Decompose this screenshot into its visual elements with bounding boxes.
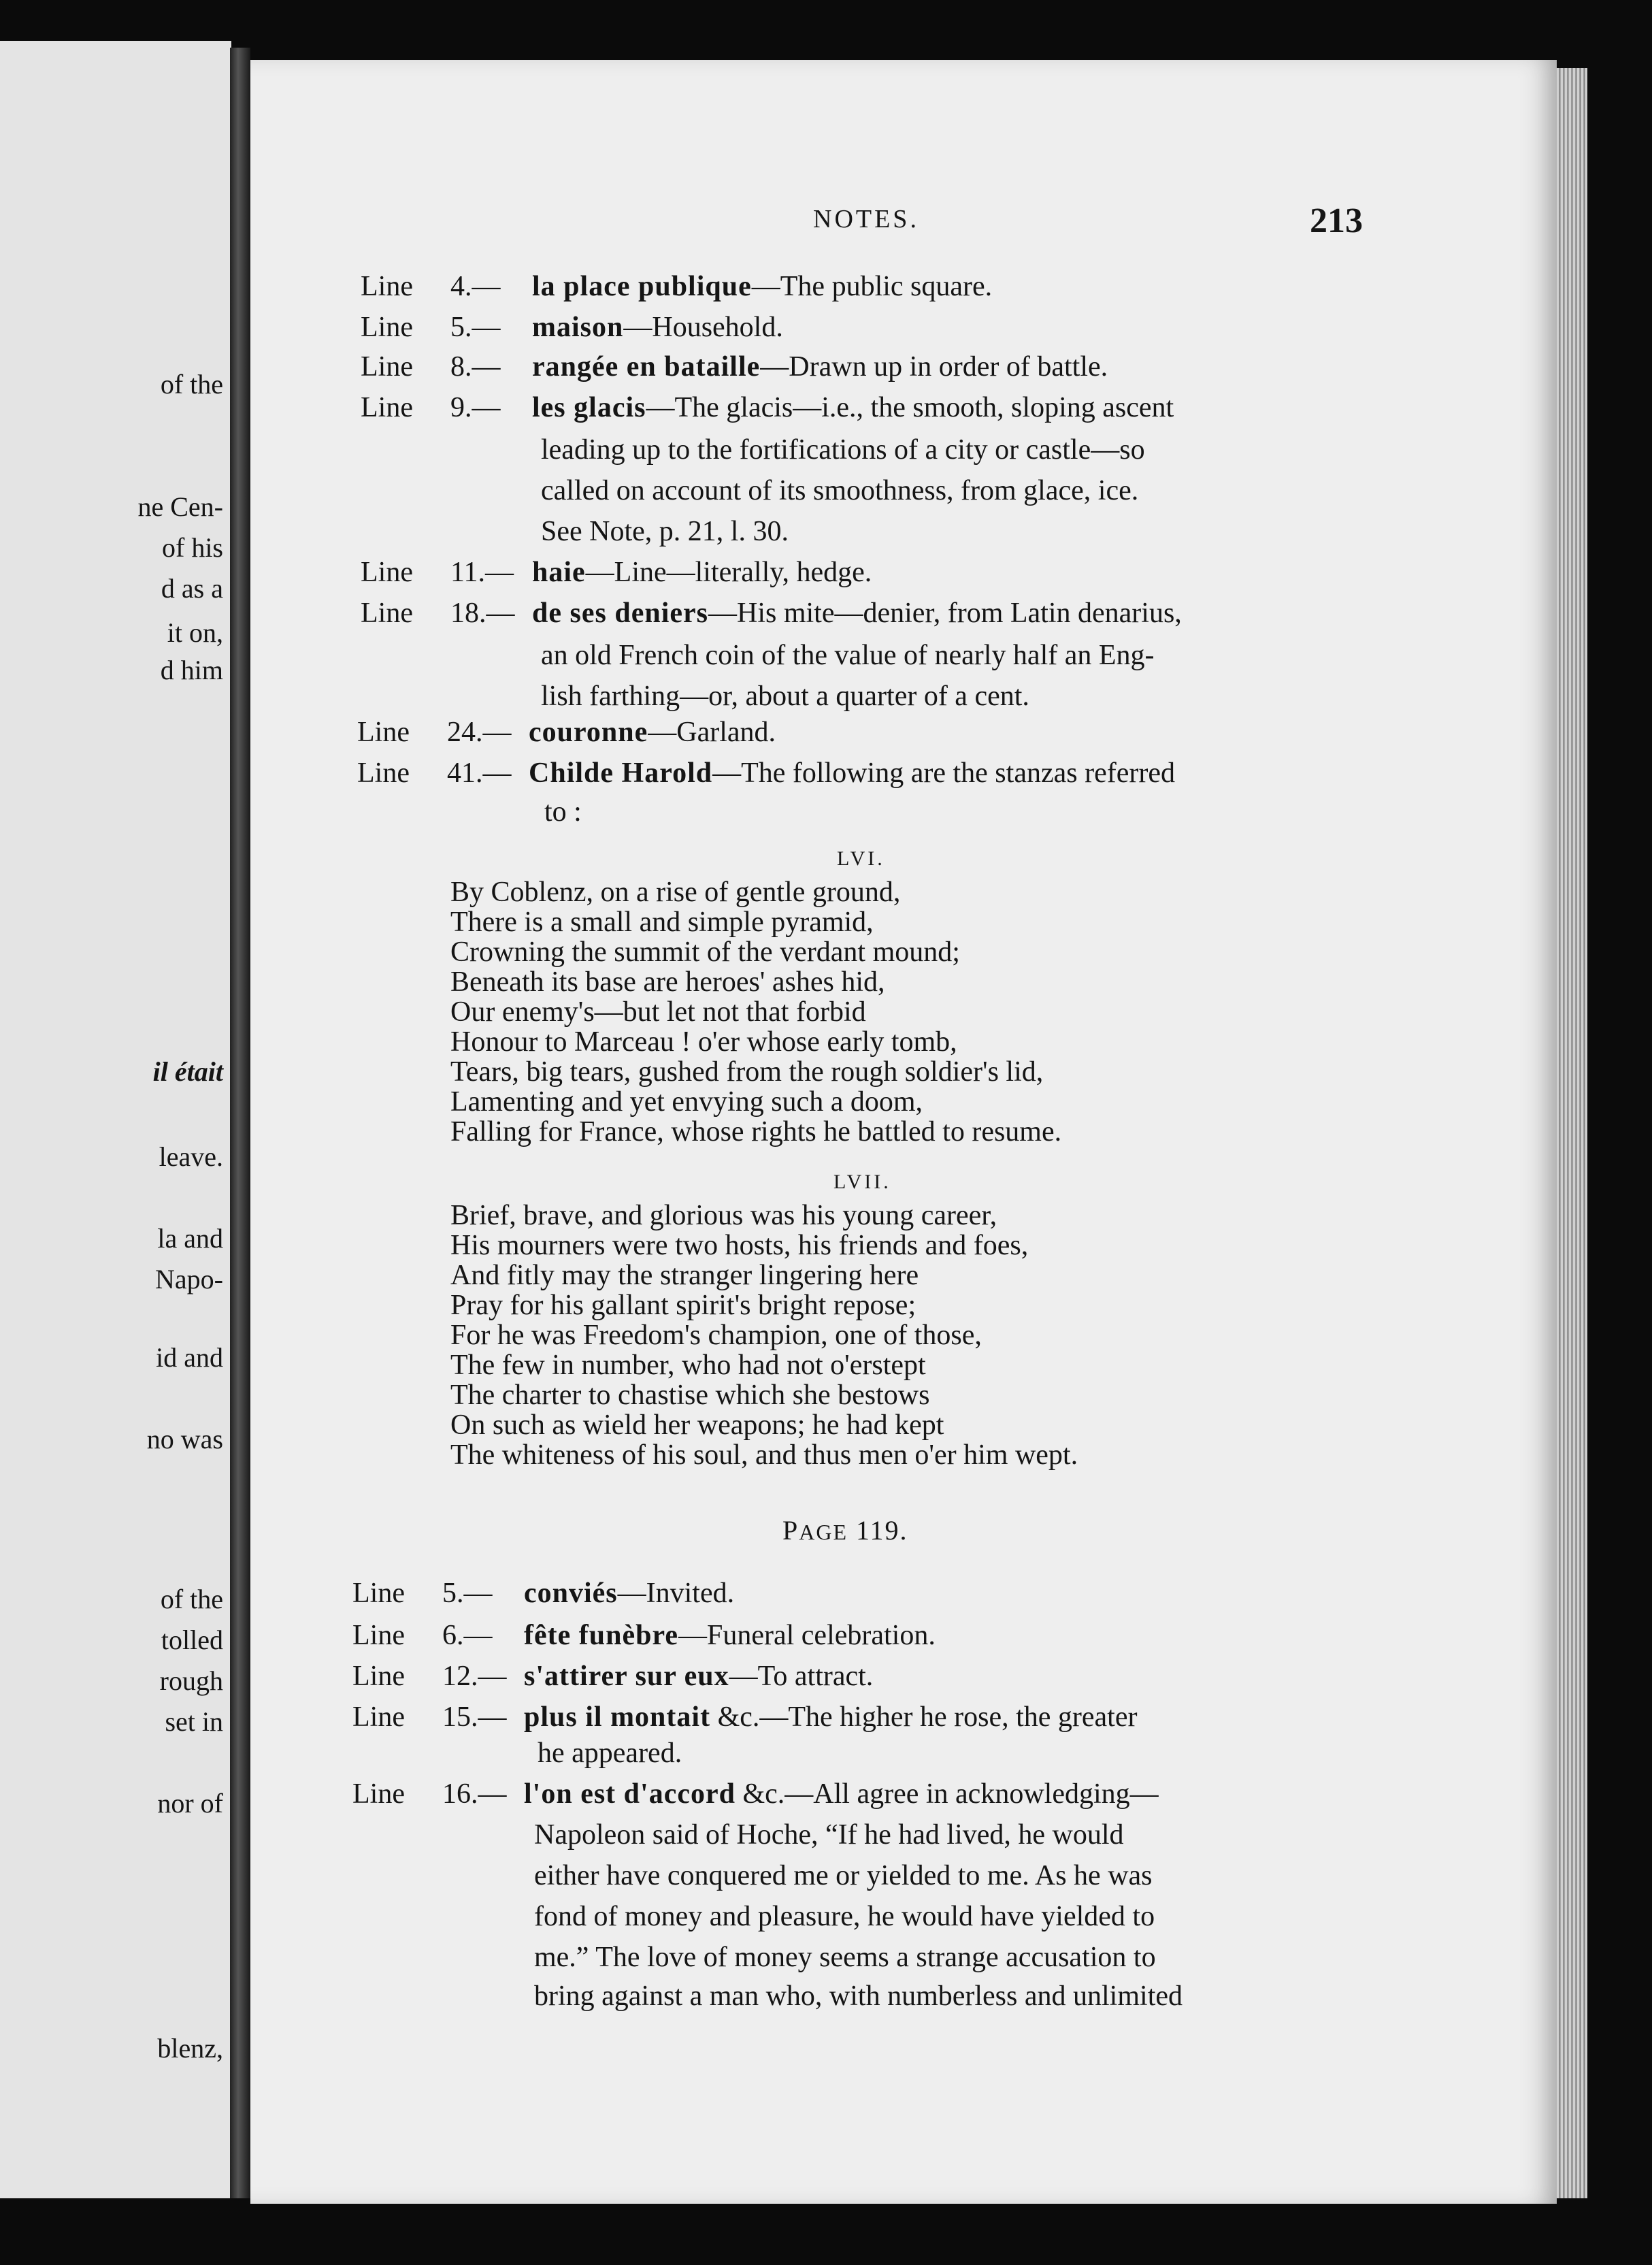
poem-line: His mourners were two hosts, his friends and foes, [450, 1230, 1029, 1261]
note-line-label: Line [361, 557, 413, 588]
note-term: de ses deniers [532, 598, 708, 629]
note-gloss: &c.—All agree in acknowledging— [735, 1778, 1159, 1810]
note-line-label: Line [352, 1701, 405, 1733]
note-gloss: —Funeral celebration. [678, 1620, 936, 1651]
note-line-label: Line [352, 1620, 405, 1651]
note-line-label: Line [357, 757, 410, 789]
left-facing-page [0, 41, 231, 2198]
section-heading-initial: P [782, 1515, 799, 1546]
poem-line: Lamenting and yet envying such a doom, [450, 1086, 923, 1118]
left-page-line: id and [156, 1342, 223, 1373]
page-edges [1557, 68, 1587, 2198]
note-continuation: he appeared. [538, 1738, 682, 1769]
note-line-number: 4.— [450, 271, 501, 302]
poem-line: Crowning the summit of the verdant mound; [450, 936, 960, 968]
poem-line: Our enemy's—but let not that forbid [450, 996, 866, 1028]
note-continuation: to : [544, 796, 582, 828]
note-continuation: See Note, p. 21, l. 30. [541, 516, 789, 547]
running-head: NOTES. [813, 205, 919, 233]
left-page-line: ne Cen- [137, 491, 223, 522]
note-gloss: —The glacis—i.e., the smooth, sloping ascent [646, 392, 1174, 423]
left-page-line: leave. [159, 1141, 223, 1172]
note-entry [352, 1621, 936, 1650]
note-entry [361, 393, 1174, 422]
left-page-line: tolled [161, 1625, 223, 1655]
note-term: couronne [529, 717, 648, 748]
note-line-label: Line [352, 1578, 405, 1609]
left-page-line: rough [159, 1665, 223, 1696]
poem-line: The charter to chastise which she bestows [450, 1380, 930, 1411]
poem-line: On such as wield her weapons; he had kept [450, 1409, 944, 1441]
note-line-label: Line [352, 1778, 405, 1810]
left-page-line: il était [152, 1056, 223, 1087]
note-line-number: 41.— [447, 757, 512, 789]
section-heading-rest: AGE [799, 1520, 848, 1544]
note-term: s'attirer sur eux [524, 1661, 729, 1692]
section-heading-number: 119. [848, 1515, 908, 1546]
poem-line: Beneath its base are heroes' ashes hid, [450, 966, 885, 998]
note-gloss: —To attract. [729, 1661, 874, 1692]
note-line-number: 8.— [450, 351, 501, 382]
left-page-line: it on, [167, 617, 223, 648]
left-page-line: la and [157, 1223, 223, 1254]
poem-line: There is a small and simple pyramid, [450, 907, 874, 938]
note-continuation: bring against a man who, with numberless and unlimited [534, 1981, 1183, 2012]
note-entry [361, 272, 992, 301]
note-line-label: Line [357, 717, 410, 748]
note-line-number: 16.— [442, 1778, 507, 1810]
note-gloss: —Line—literally, hedge. [585, 557, 872, 588]
note-continuation: either have conquered me or yielded to me. As he was [534, 1860, 1153, 1891]
note-entry [361, 313, 783, 342]
note-entry [352, 1579, 734, 1608]
note-entry [361, 558, 872, 587]
note-entry [361, 353, 1108, 381]
note-gloss: —Drawn up in order of battle. [760, 351, 1108, 382]
section-heading [782, 1514, 908, 1546]
note-line-label: Line [361, 351, 413, 382]
left-page-line: of the [160, 369, 223, 400]
note-line-label: Line [352, 1661, 405, 1692]
left-page-line: no was [146, 1424, 223, 1454]
note-term: les glacis [532, 392, 646, 423]
left-page-line: of the [160, 1584, 223, 1614]
note-term: plus il montait [524, 1701, 711, 1733]
left-page-line: Napo- [155, 1264, 223, 1294]
left-page-line: d as a [161, 573, 223, 604]
note-gloss: —Garland. [648, 717, 776, 748]
note-term: haie [532, 557, 586, 588]
poem-line: And fitly may the stranger lingering here [450, 1260, 919, 1291]
note-continuation: an old French coin of the value of nearly half an Eng- [541, 640, 1155, 671]
left-page-line: of his [162, 532, 223, 563]
note-continuation: lish farthing—or, about a quarter of a cent. [541, 681, 1029, 712]
poem-line: Pray for his gallant spirit's bright repose; [450, 1290, 916, 1321]
note-entry [352, 1780, 1159, 1808]
stanza-numeral: LVII. [833, 1171, 891, 1193]
note-gloss: &c.—The higher he rose, the greater [710, 1701, 1138, 1733]
note-term: la place publique [532, 271, 752, 302]
note-gloss: —Household. [623, 312, 783, 343]
stanza-numeral: LVI. [837, 847, 885, 870]
note-gloss: —His mite—denier, from Latin denarius, [708, 598, 1182, 629]
page-number: 213 [1310, 201, 1363, 240]
note-term: conviés [524, 1578, 618, 1609]
poem-line: Tears, big tears, gushed from the rough soldier's lid, [450, 1056, 1044, 1088]
note-continuation: called on account of its smoothness, from glace, ice. [541, 475, 1139, 506]
poem-line: The few in number, who had not o'erstept [450, 1350, 926, 1381]
note-term: l'on est d'accord [524, 1778, 736, 1810]
note-gloss: —Invited. [617, 1578, 735, 1609]
poem-line: Falling for France, whose rights he battled to resume. [450, 1116, 1062, 1147]
poem-line: For he was Freedom's champion, one of those, [450, 1320, 982, 1351]
left-page-line: d him [160, 655, 223, 685]
left-page-line: nor of [157, 1788, 223, 1819]
note-term: Childe Harold [529, 757, 713, 789]
note-line-number: 5.— [450, 312, 501, 343]
note-entry [357, 759, 1175, 787]
note-line-number: 5.— [442, 1578, 493, 1609]
note-term: rangée en bataille [532, 351, 761, 382]
note-line-label: Line [361, 598, 413, 629]
book-gutter [230, 48, 250, 2198]
note-line-label: Line [361, 312, 413, 343]
note-line-number: 12.— [442, 1661, 507, 1692]
note-line-label: Line [361, 392, 413, 423]
note-line-number: 9.— [450, 392, 501, 423]
poem-line: Brief, brave, and glorious was his young career, [450, 1200, 997, 1231]
note-line-number: 24.— [447, 717, 512, 748]
poem-line: The whiteness of his soul, and thus men o'er him wept. [450, 1439, 1078, 1471]
note-gloss: —The public square. [751, 271, 993, 302]
note-continuation: Napoleon said of Hoche, “If he had lived, he would [534, 1819, 1124, 1851]
note-term: fête funèbre [524, 1620, 678, 1651]
note-entry [357, 718, 776, 747]
note-line-label: Line [361, 271, 413, 302]
note-continuation: leading up to the fortifications of a city or castle—so [541, 434, 1145, 466]
left-page-line: set in [165, 1706, 223, 1737]
note-entry [361, 599, 1182, 628]
note-entry [352, 1662, 873, 1691]
poem-line: Honour to Marceau ! o'er whose early tomb, [450, 1026, 957, 1058]
poem-line: By Coblenz, on a rise of gentle ground, [450, 877, 901, 908]
left-page-line: blenz, [157, 2033, 223, 2064]
note-line-number: 6.— [442, 1620, 493, 1651]
note-entry [352, 1703, 1137, 1731]
note-continuation: fond of money and pleasure, he would have yielded to [534, 1901, 1155, 1932]
note-line-number: 15.— [442, 1701, 507, 1733]
note-term: maison [532, 312, 624, 343]
note-gloss: —The following are the stanzas referred [712, 757, 1175, 789]
note-line-number: 18.— [450, 598, 515, 629]
note-continuation: me.” The love of money seems a strange accusation to [534, 1942, 1156, 1973]
note-line-number: 11.— [450, 557, 514, 588]
